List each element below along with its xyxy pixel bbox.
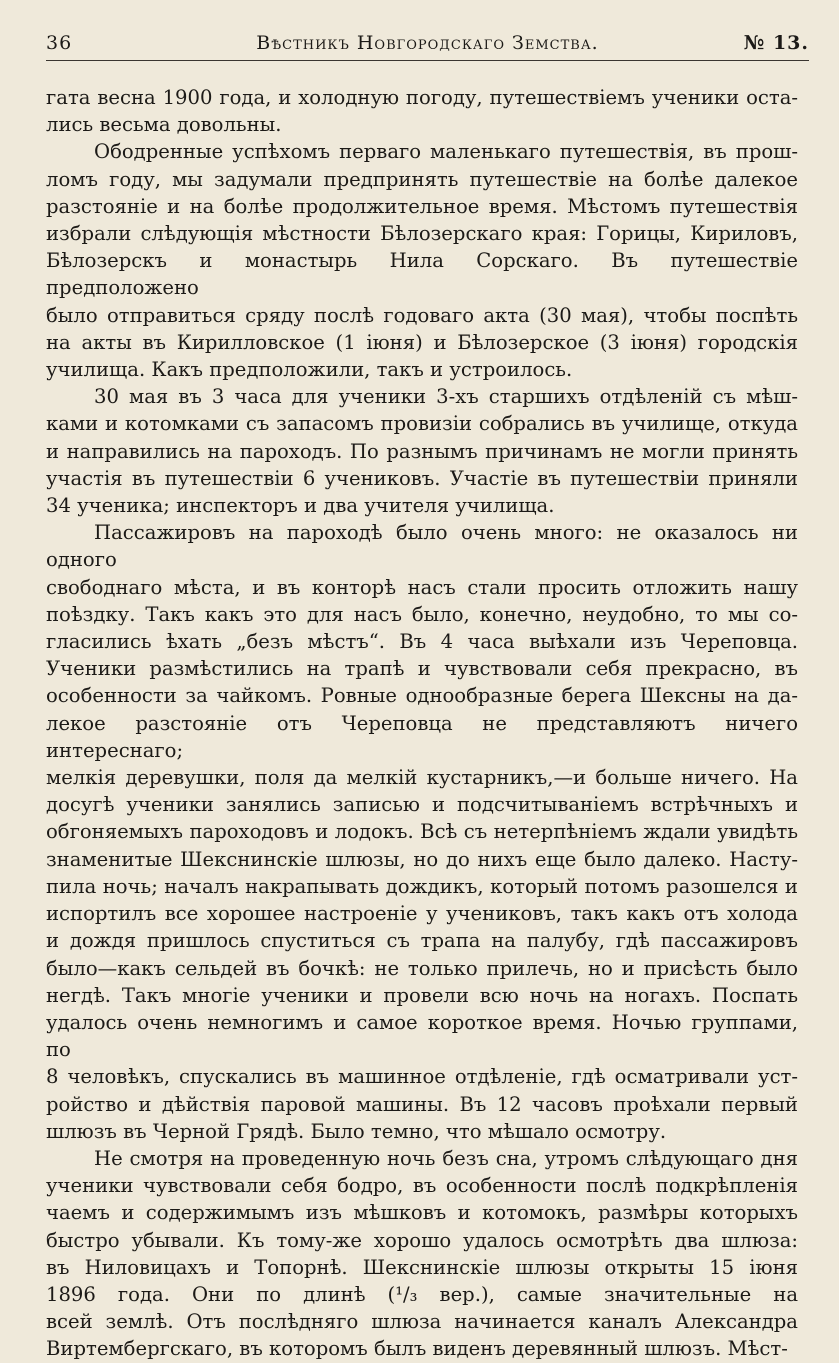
text-line: удалось очень немногимъ и самое короткое время. Ночью группами, по (46, 1010, 798, 1062)
text-line: избрали слѣдующія мѣстности Бѣлозерскаго края: Горицы, Кириловъ, (46, 222, 798, 246)
text-line: свободнаго мѣста, и въ конторѣ насъ стали просить отложить нашу (46, 575, 798, 599)
text-line: было отправиться сряду послѣ годоваго акта (30 мая), чтобы поспѣть (46, 303, 798, 327)
text-line: ломъ году, мы задумали предпринять путешествіе на болѣе далекое (46, 167, 798, 191)
text-line: всей землѣ. Отъ послѣдняго шлюза начинается каналъ Александра (46, 1310, 798, 1334)
text-line: пила ночь; началъ накрапывать дождикъ, который потомъ разошелся и (46, 874, 798, 898)
text-line: досугѣ ученики занялись записью и подсчитываніемъ встрѣчныхъ и (46, 793, 798, 817)
text-line: шлюзъ въ Черной Грядѣ. Было темно, что мѣшало осмотру. (46, 1119, 667, 1143)
text-line: Пассажировъ на пароходѣ было очень много: не оказалось ни одного (46, 521, 798, 572)
text-line: испортилъ все хорошее настроеніе у учениковъ, такъ какъ отъ холода (46, 902, 798, 926)
text-line: Ученики размѣстились на трапѣ и чувствовали себя прекрасно, въ (46, 657, 798, 681)
text-line: особенности за чайкомъ. Ровные однообразные берега Шексны на да- (46, 684, 798, 708)
text-line: училища. Какъ предположили, такъ и устроилось. (46, 358, 573, 382)
text-line: 1896 года. Они по длинѣ (¹/₃ вер.), самые значительные на (46, 1282, 798, 1306)
text-line: гласились ѣхать „безъ мѣстъ“. Въ 4 часа выѣхали изъ Череповца. (46, 630, 798, 654)
text-line: ками и котомками съ запасомъ провизіи собрались въ училище, откуда (46, 412, 798, 436)
text-line: и дождя пришлось спуститься съ трапа на палубу, гдѣ пассажировъ (46, 929, 798, 953)
text-line: гата весна 1900 года, и холодную погоду, путешествіемъ ученики оста- (46, 86, 798, 109)
text-line: обгоняемыхъ пароходовъ и лодокъ. Всѣ съ нетерпѣніемъ ждали увидѣть (46, 820, 798, 844)
running-title: Вѣстникъ Новгородскаго Земства. (256, 32, 599, 54)
text-line: 30 мая въ 3 часа для ученики 3-хъ старшихъ отдѣленій съ мѣш- (94, 385, 798, 409)
text-line: разстояніе и на болѣе продолжительное время. Мѣстомъ путешествія (46, 194, 798, 218)
text-line: негдѣ. Такъ многіе ученики и провели всю ночь на ногахъ. Поспать (46, 983, 798, 1007)
text-line: Ободренные успѣхомъ перваго маленькаго путешествія, въ прош- (94, 140, 798, 164)
text-line: 8 человѣкъ, спускались въ машинное отдѣленіе, гдѣ осматривали уст- (46, 1065, 798, 1089)
text-line: Бѣлозерскъ и монастырь Нила Сорскаго. Въ путешествіе предположено (46, 249, 798, 300)
text-line: знаменитые Шекснинскіе шлюзы, но до нихъ еще было далеко. Насту- (46, 847, 798, 871)
text-line: 34 ученика; инспекторъ и два учителя училища. (46, 494, 555, 518)
text-line: мелкія деревушки, поля да мелкій кустарникъ,—и больше ничего. На (46, 766, 798, 790)
text-line: ученики чувствовали себя бодро, въ особенности послѣ подкрѣпленія (46, 1174, 798, 1198)
text-line: ройство и дѣйствія паровой машины. Въ 12 часовъ проѣхали первый (46, 1092, 798, 1116)
text-line: Виртембергскаго, въ которомъ былъ виденъ деревянный шлюзъ. Мѣст- (46, 1337, 788, 1361)
text-line: поѣздку. Такъ какъ это для насъ было, конечно, неудобно, то мы со- (46, 602, 798, 626)
text-line: лекое разстояніе отъ Череповца не представляютъ ничего интереснаго; (46, 711, 798, 762)
page-number: 36 (46, 32, 73, 54)
body-text (46, 84, 798, 1363)
text-line: лись весьма довольны. (46, 113, 282, 137)
text-line: быстро убывали. Къ тому-же хорошо удалось осмотрѣть два шлюза: (46, 1228, 798, 1252)
text-line: участія въ путешествіи 6 учениковъ. Участіе въ путешествіи приняли (46, 466, 798, 490)
issue-number: № 13. (743, 32, 809, 54)
text-line: чаемъ и содержимымъ изъ мѣшковъ и котомокъ, размѣры которыхъ (46, 1201, 798, 1225)
text-line: въ Ниловицахъ и Топорнѣ. Шекснинскіе шлюзы открыты 15 іюня (46, 1255, 798, 1279)
text-line: на акты въ Кирилловское (1 іюня) и Бѣлозерское (3 іюня) городскія (46, 330, 798, 354)
page-header (46, 30, 809, 61)
text-line: было—какъ сельдей въ бочкѣ: не только прилечь, но и присѣсть было (46, 956, 798, 980)
text-line: Не смотря на проведенную ночь безъ сна, утромъ слѣдующаго дня (94, 1146, 798, 1170)
text-line: и направились на пароходъ. По разнымъ причинамъ не могли принять (46, 439, 798, 463)
